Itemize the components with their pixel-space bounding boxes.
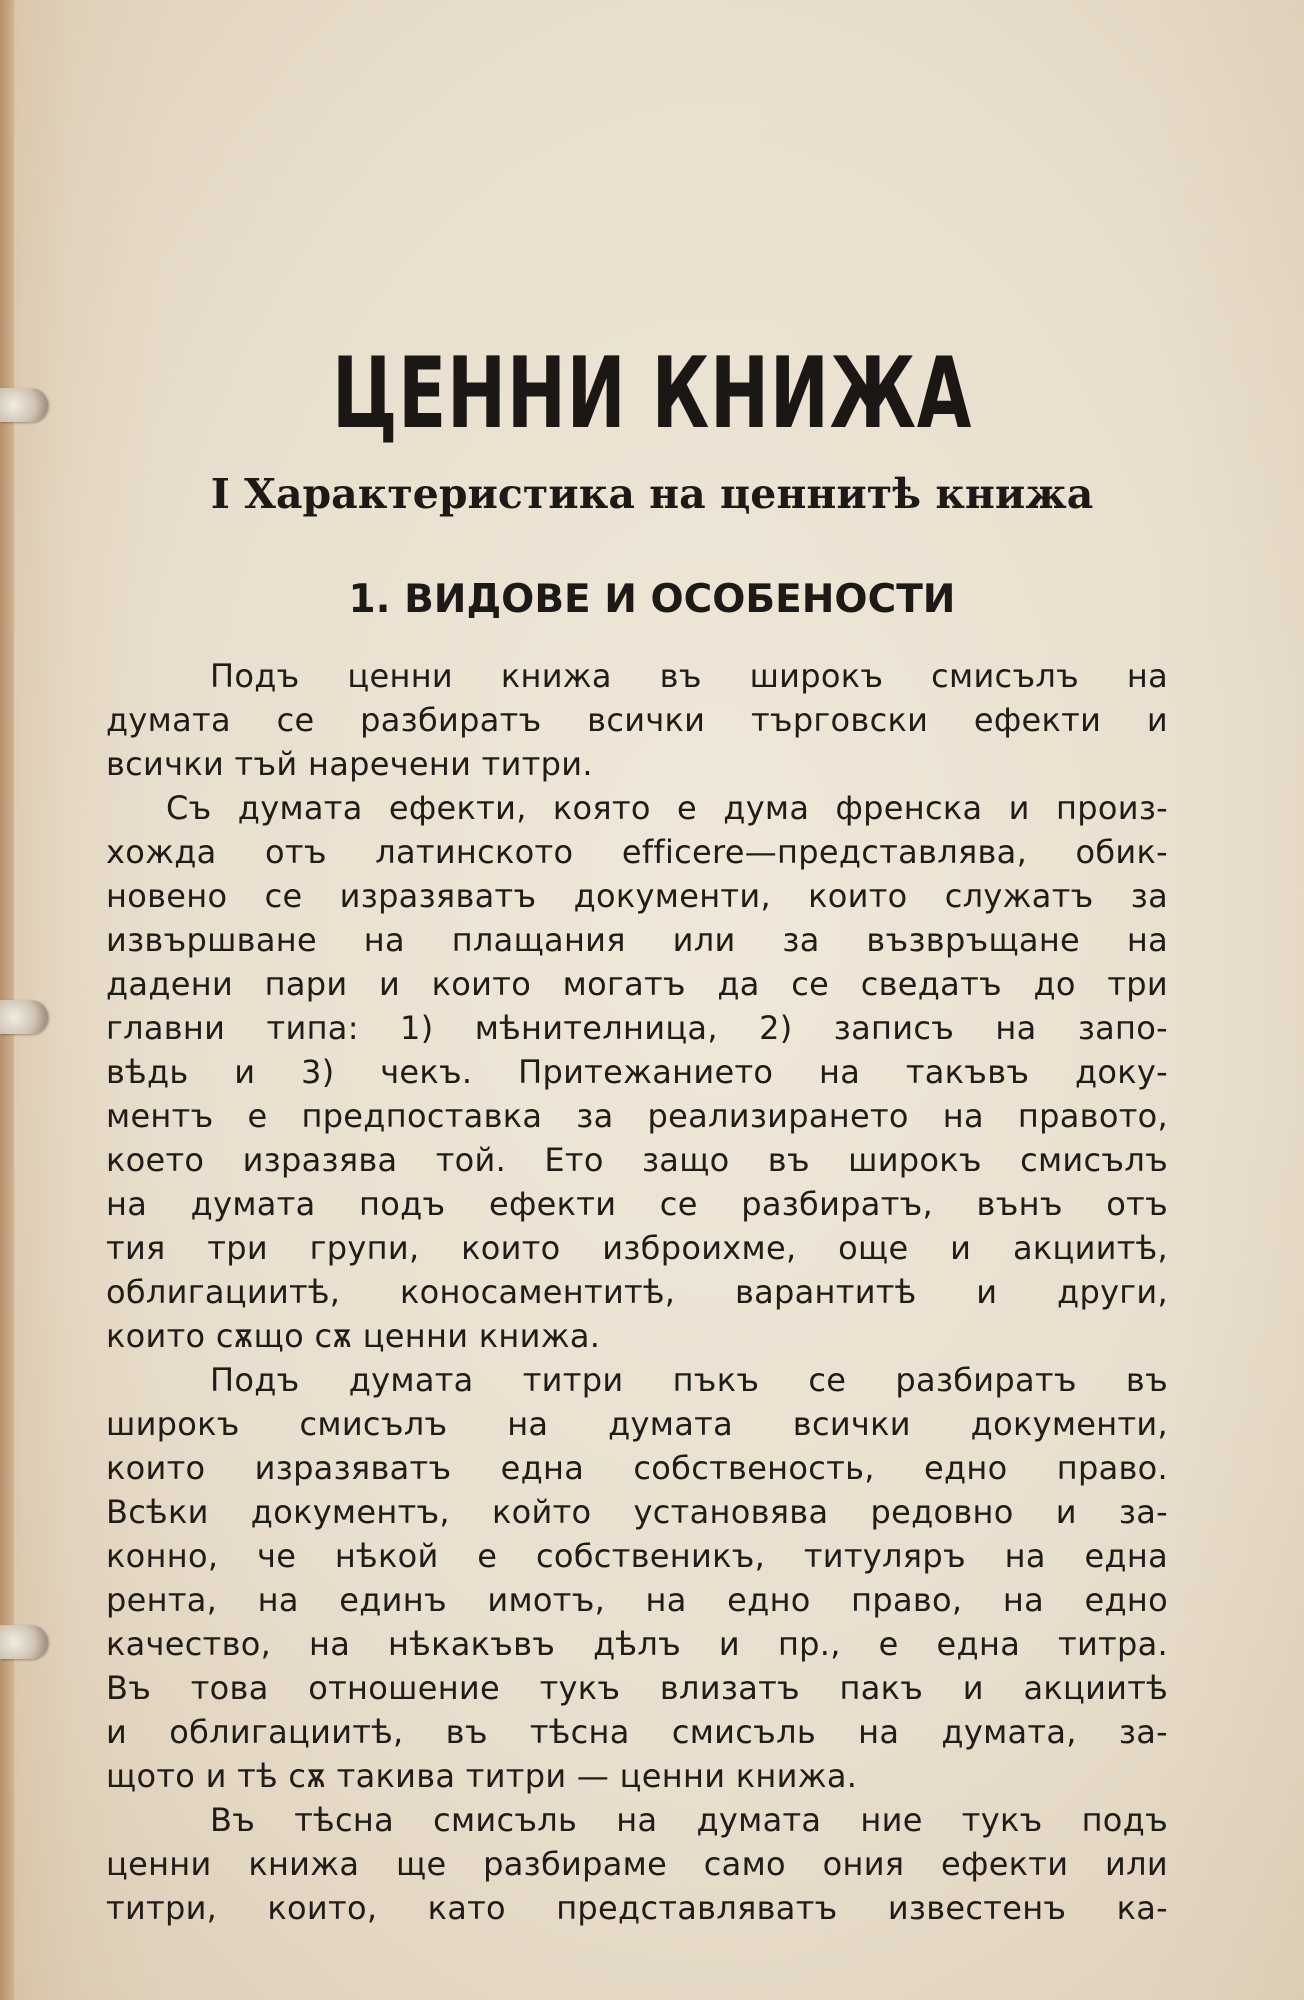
text-line: широкъ смисълъ на думата всички документи, — [106, 1405, 1168, 1443]
text-line: и облигациитѣ, въ тѣсна смисъль на думата, за- — [106, 1713, 1168, 1751]
page-title: ЦЕННИ КНИЖА — [331, 337, 973, 451]
text-line: щото и тѣ сѫ такива титри — ценни книжа. — [106, 1757, 858, 1795]
text-line: Съ думата ефекти, която е дума френска и произ- — [166, 789, 1168, 827]
text-line: главни типа: 1) мѣнителница, 2) записъ на запо- — [106, 1009, 1168, 1047]
body-text — [106, 654, 1168, 1930]
text-line: Въ това отношение тукъ влизатъ пакъ и акциитѣ — [106, 1669, 1168, 1707]
text-line: думата се разбиратъ всички търговски ефекти и — [106, 701, 1168, 739]
paragraph — [106, 1798, 1168, 1930]
binding-stitch — [0, 388, 48, 422]
text-line: което изразява той. Ето защо въ широкъ смисълъ — [106, 1141, 1168, 1179]
text-line: ценни книжа ще разбираме само ония ефекти или — [106, 1845, 1168, 1883]
text-line: всички тъй наречени титри. — [106, 745, 593, 783]
paragraph — [106, 786, 1168, 1358]
binding-stitch — [0, 1000, 48, 1034]
text-line: които изразяватъ една собственость, едно право. — [106, 1449, 1168, 1487]
text-line: Въ тѣсна смисъль на думата ние тукъ подъ — [210, 1801, 1168, 1839]
text-line: дадени пари и които могатъ да се сведатъ до три — [106, 965, 1168, 1003]
paragraph — [106, 654, 1168, 786]
section-heading: 1. ВИДОВЕ И ОСОБЕНОСТИ — [348, 577, 956, 622]
text-line: качество, на нѣкакъвъ дѣлъ и пр., е една титра. — [106, 1625, 1168, 1663]
text-line: рента, на единъ имотъ, на едно право, на едно — [106, 1581, 1168, 1619]
text-line: извършване на плащания или за възвръщане на — [106, 921, 1168, 959]
text-line: новено се изразяватъ документи, които служатъ за — [106, 877, 1168, 915]
text-line: на думата подъ ефекти се разбиратъ, вънъ отъ — [106, 1185, 1168, 1223]
text-line: които сѫщо сѫ ценни книжа. — [106, 1317, 601, 1355]
text-line: титри, които, като представляватъ известенъ ка- — [106, 1889, 1168, 1927]
text-line: Всѣки документъ, който установява редовно и за- — [106, 1493, 1168, 1531]
text-line: Подъ ценни книжа въ широкъ смисълъ на — [210, 657, 1168, 695]
text-line: конно, че нѣкой е собственикъ, титуляръ на една — [106, 1537, 1168, 1575]
text-line: хожда отъ латинското efficere—представлява, обик- — [106, 833, 1168, 871]
paragraph — [106, 1358, 1168, 1798]
text-line: тия три групи, които изброихме, още и акциитѣ, — [106, 1229, 1168, 1267]
chapter-subtitle: I Характеристика на ценнитѣ книжа — [210, 470, 1094, 518]
text-line: Подъ думата титри пъкъ се разбиратъ въ — [210, 1361, 1168, 1399]
text-line: ментъ е предпоставка за реализирането на правото, — [106, 1097, 1168, 1135]
text-line: облигациитѣ, коносаментитѣ, варантитѣ и други, — [106, 1273, 1168, 1311]
binding-stitch — [0, 1625, 48, 1659]
text-line: вѣдь и 3) чекъ. Притежанието на такъвъ доку- — [106, 1053, 1168, 1091]
